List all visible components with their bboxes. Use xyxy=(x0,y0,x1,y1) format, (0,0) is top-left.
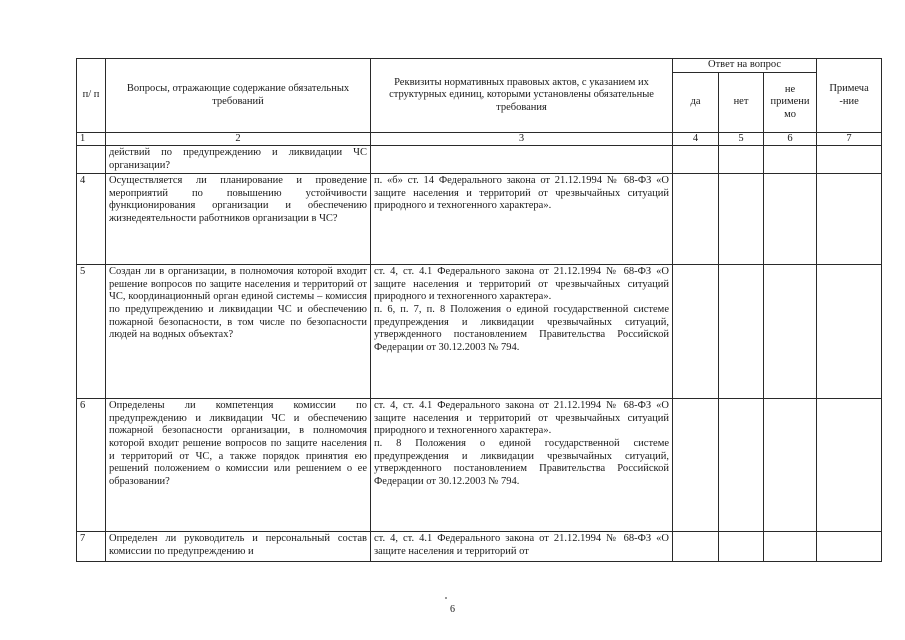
table-row xyxy=(77,532,882,562)
requisites-cell: ст. 4, ст. 4.1 Федерального закона от 21.12.1994 № 68-ФЗ «О защите населения и территорий от xyxy=(371,532,673,562)
note-cell[interactable] xyxy=(817,265,882,399)
header-requisites: Реквизиты нормативных правовых актов, с указанием их структурных единиц, которыми установлены обязательные требования xyxy=(371,59,673,133)
header-yes: да xyxy=(673,73,719,133)
row-number xyxy=(77,146,106,174)
answer-not-applicable-cell[interactable] xyxy=(764,399,817,532)
answer-yes-cell[interactable] xyxy=(673,399,719,532)
header-no: нет xyxy=(719,73,764,133)
column-number: 6 xyxy=(764,133,817,146)
answer-yes-cell[interactable] xyxy=(673,174,719,265)
note-cell[interactable] xyxy=(817,146,882,174)
column-number: 3 xyxy=(371,133,673,146)
answer-yes-cell[interactable] xyxy=(673,265,719,399)
row-number: 6 xyxy=(77,399,106,532)
column-number: 2 xyxy=(106,133,371,146)
note-cell[interactable] xyxy=(817,532,882,562)
answer-not-applicable-cell[interactable] xyxy=(764,174,817,265)
question-cell: Определены ли компетенция комиссии по предупреждению и ликвидации ЧС и обеспечению пожарной безопасности организации, в полномочия которой входит решение вопросов по защите населения и территорий от ЧС, а также порядок принятия ею решений положением о комиссии или решением о ее образовании? xyxy=(106,399,371,532)
header-answer-group: Ответ на вопрос xyxy=(673,59,817,73)
question-cell: Осуществляется ли планирование и проведение мероприятий по повышению устойчивости функционирования организации и обеспечению жизнедеятельности работников организации в ЧС? xyxy=(106,174,371,265)
requisites-cell xyxy=(371,146,673,174)
row-number: 5 xyxy=(77,265,106,399)
table-row xyxy=(77,174,882,265)
table-row xyxy=(77,399,882,532)
table-row xyxy=(77,146,882,174)
scan-speck xyxy=(445,597,447,599)
column-number: 7 xyxy=(817,133,882,146)
answer-not-applicable-cell[interactable] xyxy=(764,146,817,174)
header-note: Примеча -ние xyxy=(817,59,882,133)
requirements-table xyxy=(76,58,882,562)
answer-not-applicable-cell[interactable] xyxy=(764,265,817,399)
column-number: 4 xyxy=(673,133,719,146)
answer-not-applicable-cell[interactable] xyxy=(764,532,817,562)
column-number: 1 xyxy=(77,133,106,146)
answer-yes-cell[interactable] xyxy=(673,532,719,562)
table-row xyxy=(77,265,882,399)
requisites-cell: п. «б» ст. 14 Федерального закона от 21.12.1994 № 68-ФЗ «О защите населения и территорий от чрезвычайных ситуаций природного и техногенного характера». xyxy=(371,174,673,265)
row-number: 4 xyxy=(77,174,106,265)
answer-no-cell[interactable] xyxy=(719,146,764,174)
question-cell: Определен ли руководитель и персональный состав комиссии по предупреждению и xyxy=(106,532,371,562)
answer-no-cell[interactable] xyxy=(719,399,764,532)
note-cell[interactable] xyxy=(817,399,882,532)
column-number: 5 xyxy=(719,133,764,146)
answer-no-cell[interactable] xyxy=(719,174,764,265)
answer-no-cell[interactable] xyxy=(719,265,764,399)
note-cell[interactable] xyxy=(817,174,882,265)
requisites-cell: ст. 4, ст. 4.1 Федерального закона от 21.12.1994 № 68-ФЗ «О защите населения и территорий от чрезвычайных ситуаций природного и техногенного характера». п. 6, п. 7, п. 8 Положения о единой государственной системе предупреждения и ликвидации чрезвычайных ситуаций, утвержденного постановлением Правительства Российской Федерации от 30.12.2003 № 794. xyxy=(371,265,673,399)
header-questions: Вопросы, отражающие содержание обязательных требований xyxy=(106,59,371,133)
page-number: 6 xyxy=(450,604,455,615)
answer-no-cell[interactable] xyxy=(719,532,764,562)
header-num: п/ п xyxy=(77,59,106,133)
answer-yes-cell[interactable] xyxy=(673,146,719,174)
requisites-cell: ст. 4, ст. 4.1 Федерального закона от 21.12.1994 № 68-ФЗ «О защите населения и территорий от чрезвычайных ситуаций природного и техногенного характера». п. 8 Положения о единой государственной системе предупреждения и ликвидации чрезвычайных ситуаций, утвержденного постановлением Правительства Российской Федерации от 30.12.2003 № 794. xyxy=(371,399,673,532)
header-not-applicable: не примени мо xyxy=(764,73,817,133)
row-number: 7 xyxy=(77,532,106,562)
column-number-row xyxy=(77,133,882,146)
question-cell: Создан ли в организации, в полномочия которой входит решение вопросов по защите населения и территорий от ЧС, координационный орган единой системы – комиссия по предупреждению и ликвидации ЧС и обеспечению пожарной безопасности, в том числе по безопасности людей на водных объектах? xyxy=(106,265,371,399)
question-cell: действий по предупреждению и ликвидации ЧС организации? xyxy=(106,146,371,174)
